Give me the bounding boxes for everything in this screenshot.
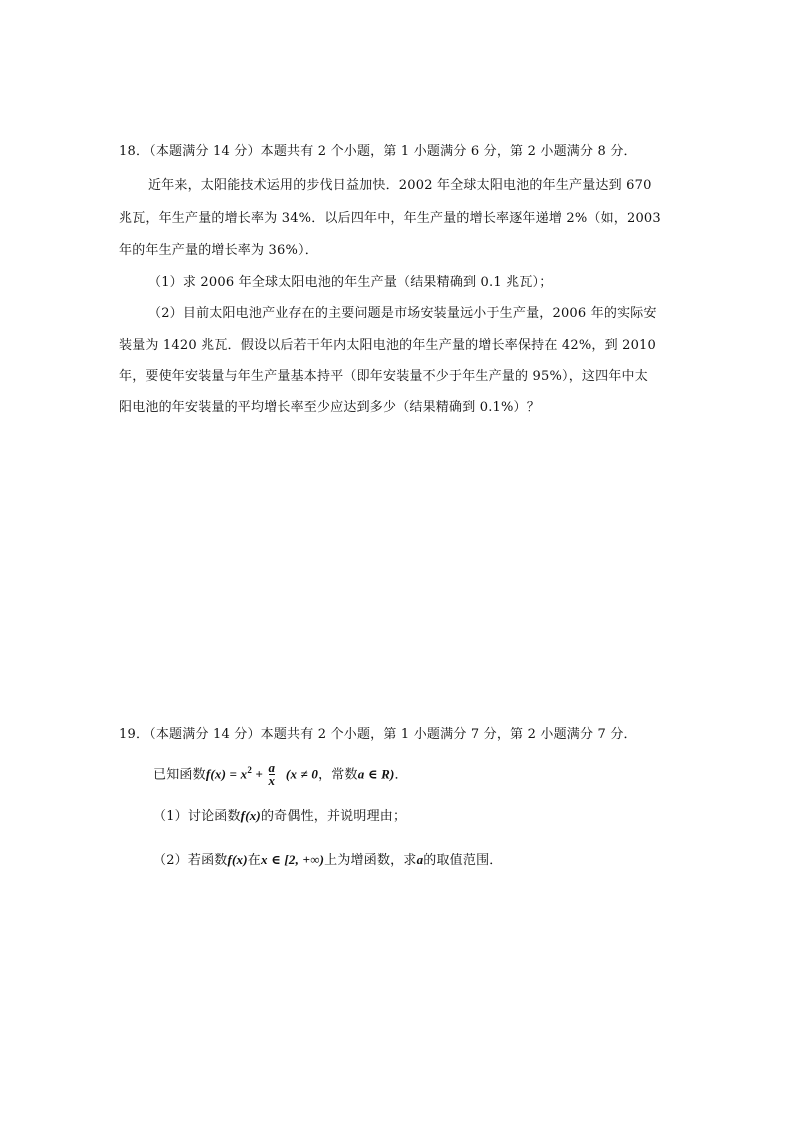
q18-part2-line-2: 装量为 1420 兆瓦．假设以后若干年内太阳电池的年生产量的增长率保持在 42%，到 2010	[119, 338, 656, 353]
q18-part2-line-1: （2）目前太阳电池产业存在的主要问题是市场安装量远小于生产量，2006 年的实际安	[148, 306, 657, 321]
q18-intro-line-1: 近年来，太阳能技术运用的步伐日益加快．2002 年全球太阳电池的年生产量达到 670	[148, 178, 652, 193]
q19-part1-fx: f(x)	[240, 808, 261, 823]
q19-part2-prefix: （2）若函数	[153, 853, 228, 868]
q19-part2-suffix: 的取值范围．	[423, 853, 503, 868]
q19-header: 19．（本题满分 14 分）本题共有 2 个小题，第 1 小题满分 7 分，第 2 小题满分 7 分．	[119, 727, 637, 742]
q19-given-prefix: 已知函数	[153, 767, 206, 783]
q18-part2-line-3: 年，要使年安装量与年生产量基本持平（即年安装量不少于年生产量的 95%），这四年中太	[119, 369, 648, 384]
q18-part2-line-4: 阳电池的年安装量的平均增长率至少应达到多少（结果精确到 0.1%）？	[119, 400, 540, 415]
q18-header: 18．（本题满分 14 分）本题共有 2 个小题，第 1 小题满分 6 分，第 2 小题满分 8 分．	[119, 144, 637, 159]
q19-part2-domain: x ∈ [2, +∞)	[260, 852, 325, 867]
q18-intro-line-3: 年的年生产量的增长率为 36%）．	[119, 243, 318, 258]
q18-intro-line-2: 兆瓦，年生产量的增长率为 34%．以后四年中，年生产量的增长率逐年递增 2%（如，2003	[119, 211, 661, 226]
q19-given-den: x	[268, 773, 276, 789]
q19-given-const: a ∈ R)	[357, 766, 395, 782]
q19-given-cond: (x ≠ 0	[285, 766, 319, 782]
q19-part2-mid: 在	[247, 853, 261, 868]
q19-part1	[153, 808, 406, 825]
q19-part1-suffix: 的奇偶性，并说明理由；	[260, 809, 407, 824]
q19-given-fraction	[269, 762, 276, 787]
q19-given-plus: +	[252, 766, 267, 782]
q19-given-const-label: ，常数	[318, 767, 358, 783]
q19-part2-mid2: 上为增函数，求	[324, 853, 417, 868]
q19-part1-prefix: （1）讨论函数	[153, 809, 241, 824]
q18-part1: （1）求 2006 年全球太阳电池的年生产量（结果精确到 0.1 兆瓦）；	[148, 275, 553, 290]
q19-part2-fx: f(x)	[227, 852, 248, 867]
q19-given	[153, 762, 408, 787]
q19-part2-a: a	[416, 852, 424, 867]
q19-given-exp: 2	[247, 765, 253, 775]
q19-part2	[153, 852, 502, 869]
q19-given-end: ．	[394, 767, 408, 783]
q19-given-fx: f(x)	[205, 766, 227, 782]
q19-given-num: a	[268, 760, 276, 776]
q19-given-eq: = x	[226, 766, 248, 782]
